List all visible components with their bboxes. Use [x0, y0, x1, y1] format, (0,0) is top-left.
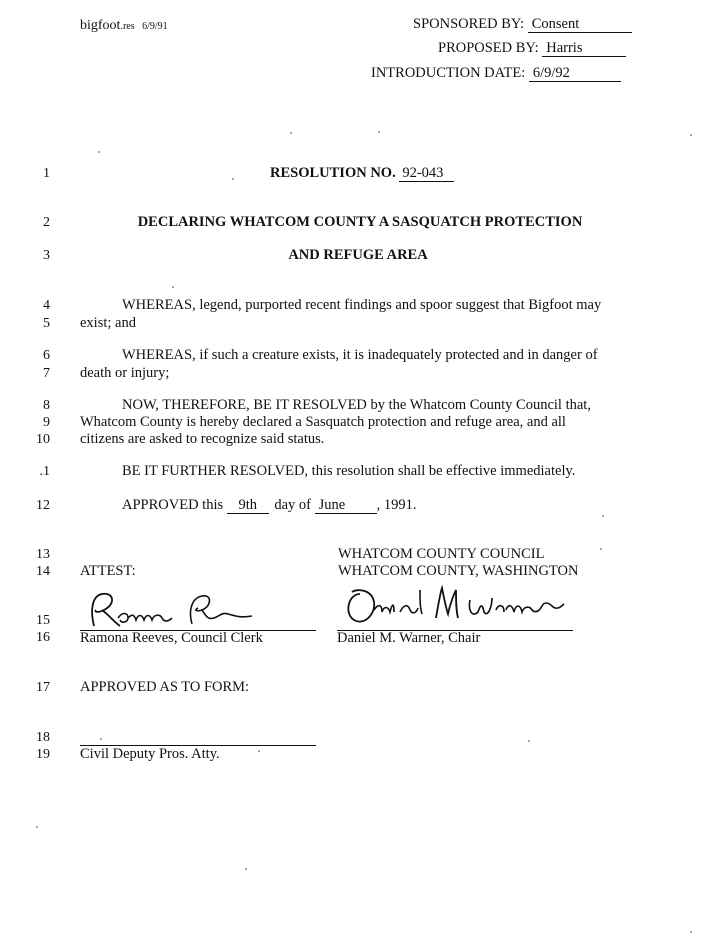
approval-day: [227, 498, 269, 514]
line-number: 15: [36, 613, 50, 628]
council-name-line-2: WHATCOM COUNTY, WASHINGTON: [338, 563, 579, 579]
scan-speck: [172, 286, 174, 288]
scan-speck: [290, 132, 292, 134]
scan-speck: [258, 750, 260, 752]
approval-year: , 1991.: [376, 497, 417, 513]
line-number: 13: [36, 547, 50, 562]
line-number: 4: [43, 298, 50, 313]
line-number: 1: [43, 166, 50, 181]
scan-speck: [98, 151, 100, 153]
sponsored-value: [528, 17, 632, 33]
approval-month: [315, 498, 377, 514]
sponsored-by: [413, 16, 632, 33]
line-number: 16: [36, 630, 50, 645]
resolved-paragraph-line-2: Whatcom County is hereby declared a Sasquatch protection and refuge area, and all: [80, 414, 566, 430]
file-tag: [80, 18, 168, 34]
whereas-paragraph-1-line-2: exist; and: [80, 315, 136, 331]
further-resolved-paragraph: BE IT FURTHER RESOLVED, this resolution shall be effective immediately.: [122, 463, 576, 479]
proposed-by: [438, 40, 626, 57]
line-number: 12: [36, 498, 50, 513]
deputy-name: Civil Deputy Pros. Atty.: [80, 746, 220, 762]
whereas-paragraph-2-line-2: death or injury;: [80, 365, 170, 381]
line-number: 7: [43, 366, 50, 381]
whereas-paragraph-2-line-1: WHEREAS, if such a creature exists, it is inadequately protected and in danger of: [122, 347, 598, 363]
approval-prefix: APPROVED this: [122, 497, 224, 513]
approval-line: [122, 497, 417, 514]
council-name-line-1: WHATCOM COUNTY COUNCIL: [338, 546, 545, 562]
line-number: 18: [36, 730, 50, 745]
scan-speck: [378, 131, 380, 133]
approval-month-text: June: [318, 497, 346, 513]
introduction-date: [371, 65, 621, 82]
chair-signature: [338, 580, 578, 632]
approval-mid: day of: [274, 497, 312, 513]
proposed-value-text: Harris: [546, 40, 583, 56]
resolution-title-line-2: AND REFUGE AREA: [288, 247, 428, 263]
intro-value-text: 6/9/92: [532, 65, 570, 81]
line-number: 6: [43, 348, 50, 363]
line-number: 2: [43, 215, 50, 230]
approval-day-text: 9th: [238, 497, 258, 513]
file-tag-ext: .res: [120, 21, 135, 32]
attest-label: ATTEST:: [80, 563, 136, 579]
scan-speck: [690, 134, 692, 136]
proposed-label: PROPOSED BY:: [438, 40, 539, 56]
proposed-value: [542, 41, 626, 57]
resolution-number-value: [399, 166, 454, 182]
sponsored-label: SPONSORED BY:: [413, 16, 525, 32]
scan-speck: [36, 826, 38, 828]
scan-speck: [245, 868, 247, 870]
line-number: 8: [43, 398, 50, 413]
resolution-number-text: 92-043: [402, 165, 444, 181]
scan-speck: [690, 931, 692, 933]
scan-speck: [100, 738, 102, 740]
line-number: 10: [36, 432, 50, 447]
line-number: 5: [43, 316, 50, 331]
scan-speck: [602, 515, 604, 517]
line-number: 19: [36, 747, 50, 762]
whereas-paragraph-1-line-1: WHEREAS, legend, purported recent findings and spoor suggest that Bigfoot may: [122, 297, 602, 313]
line-number: 14: [36, 564, 50, 579]
resolution-number-label: RESOLUTION NO.: [270, 165, 396, 181]
clerk-signature: [80, 588, 280, 636]
line-number: 3: [43, 248, 50, 263]
resolved-paragraph-line-1: NOW, THEREFORE, BE IT RESOLVED by the Whatcom County Council that,: [122, 397, 591, 413]
line-number: 9: [43, 415, 50, 430]
resolved-paragraph-line-3: citizens are asked to recognize said status.: [80, 431, 325, 447]
intro-label: INTRODUCTION DATE:: [371, 65, 526, 81]
approved-as-to-form-label: APPROVED AS TO FORM:: [80, 679, 250, 695]
scan-speck: [600, 548, 602, 550]
resolution-number: [270, 165, 454, 182]
scan-speck: [232, 178, 234, 180]
resolution-title-line-1: DECLARING WHATCOM COUNTY A SASQUATCH PROTECTION: [137, 214, 583, 230]
chair-name: Daniel M. Warner, Chair: [337, 630, 481, 646]
clerk-name: Ramona Reeves, Council Clerk: [80, 630, 263, 646]
file-tag-date: 6/9/91: [142, 21, 168, 32]
line-number: .1: [39, 464, 50, 479]
line-number: 17: [36, 680, 50, 695]
scan-speck: [528, 740, 530, 742]
intro-value: [529, 66, 621, 82]
file-tag-name: bigfoot: [80, 18, 121, 33]
sponsored-value-text: Consent: [531, 16, 580, 32]
